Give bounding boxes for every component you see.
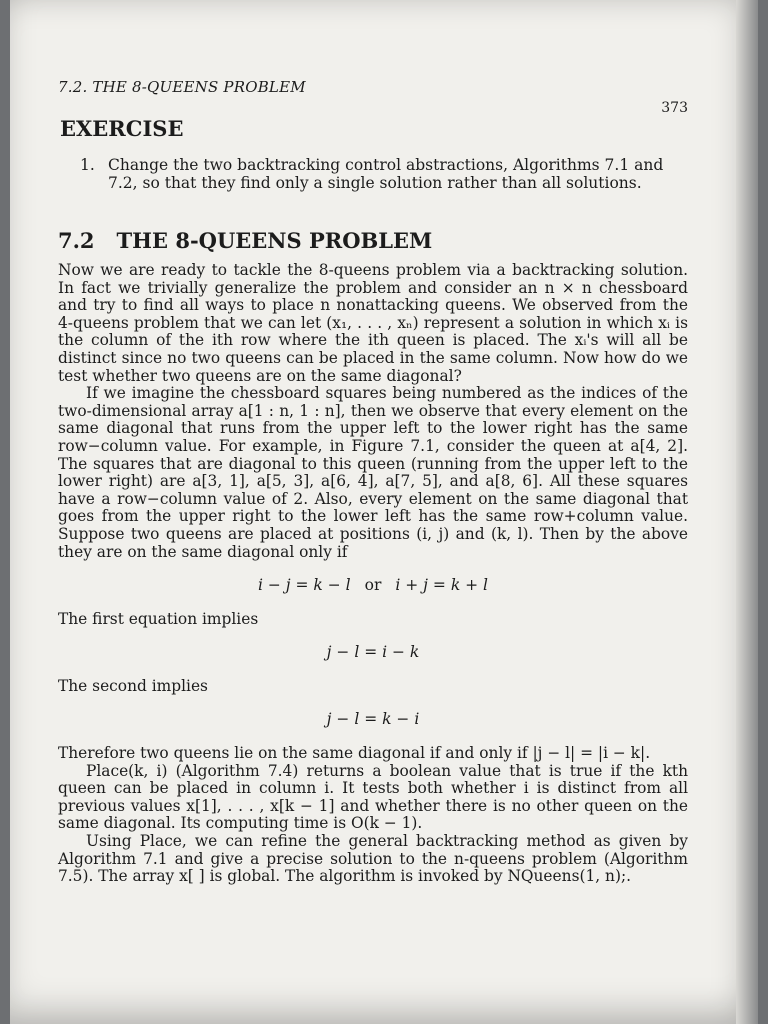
exercise-number: 1. bbox=[80, 156, 95, 174]
exercise-heading: EXERCISE bbox=[60, 116, 184, 141]
page-edge bbox=[736, 0, 758, 1024]
section-body bbox=[58, 262, 688, 886]
paragraph-5: Using Place, we can refine the general backtracking method as given by Algorithm 7.1 and give a precise solution to the n-queens problem (Algorithm 7.5). The array x[ ] is global. The algorithm is invoked by NQueens(1, n);. bbox=[58, 832, 688, 886]
paragraph-4: Place(k, i) (Algorithm 7.4) returns a boolean value that is true if the kth queen can be placed in column i. It tests both whether i is distinct from all previous values x[1], . . . , x[k − 1] and whether there is no other queen on the same diagonal. Its computing time is O(k − 1). bbox=[58, 761, 688, 833]
label-second-equation: The second implies bbox=[58, 676, 208, 695]
exercise-list bbox=[80, 156, 688, 192]
section-title: THE 8-QUEENS PROBLEM bbox=[116, 228, 433, 253]
page-number: 373 bbox=[661, 100, 688, 116]
equation-1-or: or bbox=[364, 576, 382, 595]
book-page bbox=[10, 0, 758, 1024]
equation-1 bbox=[58, 577, 688, 595]
equation-3: j − l = k − i bbox=[326, 710, 420, 729]
paragraph-1: Now we are ready to tackle the 8-queens problem via a backtracking solution. In fact we trivially generalize the problem and consider an n × n chessboard and try to find all ways to place n nonattacking queens. We observed from the 4-queens problem that we can let (x₁, . . . , xₙ) represent a solution in which xᵢ is the column of the ith row where the ith queen is placed. The xᵢ's will all be distinct since no two queens can be placed in the same column. Now how do we test whether two queens are on the same diagonal? bbox=[58, 261, 688, 385]
label-first-equation: The first equation implies bbox=[58, 609, 259, 628]
section-number: 7.2 bbox=[58, 228, 95, 253]
equation-2: j − l = i − k bbox=[326, 643, 420, 662]
paragraph-2: If we imagine the chessboard squares being numbered as the indices of the two-dimensional array a[1 : n, 1 : n], then we observe that every element on the same diagonal that runs from the upper left to the lower right has the same row−column value. For example, in Figure 7.1, consider the queen at a[4, 2]. The squares that are diagonal to this queen (running from the upper left to the lower right) are a[3, 1], a[5, 3], a[6, 4], a[7, 5], and a[8, 6]. All these squares have a row−column value of 2. Also, every element on the same diagonal that goes from the upper right to the lower left has the same row+column value. Suppose two queens are placed at positions (i, j) and (k, l). Then by the above they are on the same diagonal only if bbox=[58, 384, 688, 561]
equation-1-right: i + j = k + l bbox=[395, 576, 489, 595]
section-heading bbox=[58, 228, 432, 253]
exercise-text: Change the two backtracking control abstractions, Algorithms 7.1 and 7.2, so that they find only a single solution rather than all solutions. bbox=[108, 156, 664, 192]
equation-1-left: i − j = k − l bbox=[257, 576, 351, 595]
paragraph-3: Therefore two queens lie on the same diagonal if and only if |j − l| = |i − k|. bbox=[58, 744, 651, 763]
running-head: 7.2. THE 8-QUEENS PROBLEM bbox=[58, 78, 306, 96]
